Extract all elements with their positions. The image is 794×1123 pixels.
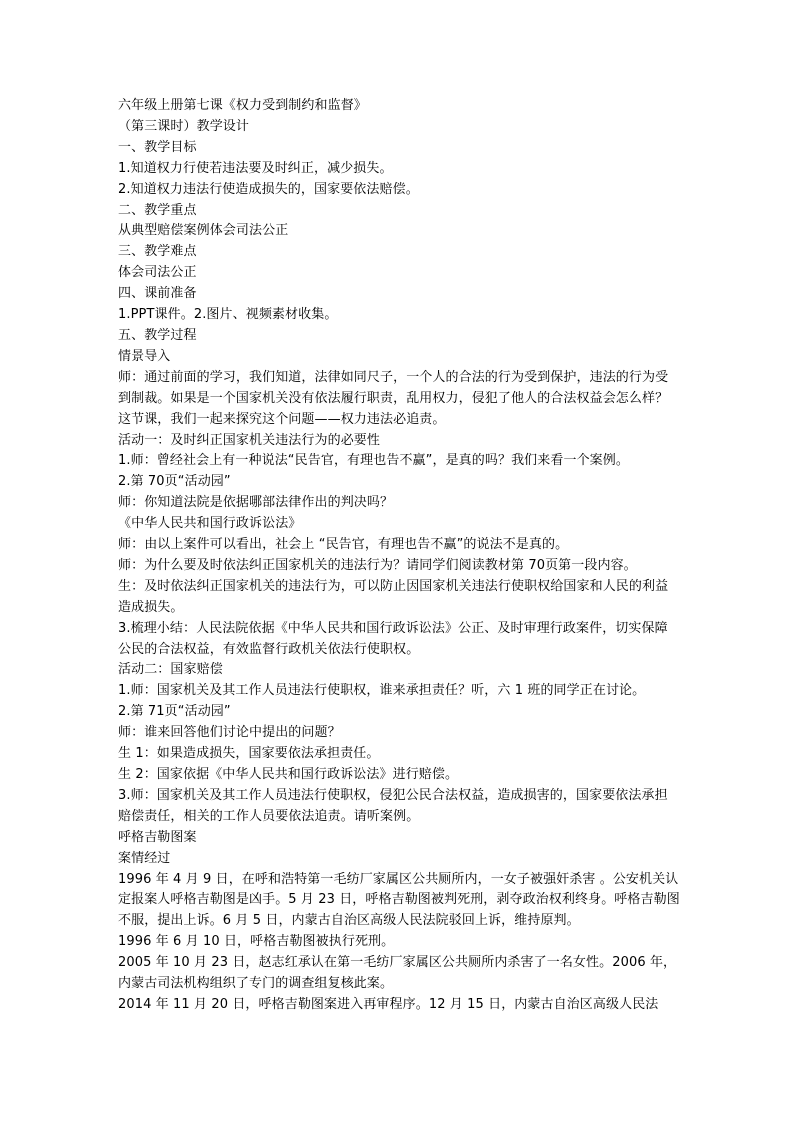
- document-body: [118, 96, 680, 1016]
- paragraph: 2014 年 11 月 20 日，呼格吉勒图案进入再审程序。12 月 15 日，内蒙古自治区高级人民法: [118, 996, 659, 1012]
- paragraph: 一、教学目标: [118, 139, 197, 155]
- paragraph: 2.第 71页“活动园”: [118, 704, 231, 720]
- paragraph: 2.知道权力违法行使造成损失的，国家要依法赔偿。: [118, 181, 419, 197]
- paragraph: 1996 年 4 月 9 日，在呼和浩特第一毛纺厂家属区公共厕所内，一女子被强奸杀害 。公安机关认定报案人呼格吉勒图是凶手。5 月 23 日，呼格吉勒图被判死刑，剥夺政治权利终身。呼格吉勒图不服，提出上诉。6 月 5 日，内蒙古自治区高级人民法院驳回上诉，维持原判。: [118, 871, 680, 929]
- paragraph: 活动二：国家赔偿: [118, 662, 223, 678]
- paragraph: 呼格吉勒图案: [118, 829, 197, 845]
- paragraph: 师：为什么要及时依法纠正国家机关的违法行为？请同学们阅读教材第 70页第一段内容。: [118, 557, 637, 573]
- paragraph: 1.师：曾经社会上有一种说法“民告官，有理也告不赢”，是真的吗？我们来看一个案例。: [118, 453, 629, 469]
- paragraph: 1.知道权力行使若违法要及时纠正，减少损失。: [118, 160, 393, 176]
- paragraph: 二、教学重点: [118, 202, 197, 218]
- paragraph: 师：通过前面的学习，我们知道，法律如同尺子，一个人的合法的行为受到保护，违法的行为受到制裁。如果是一个国家机关没有依法履行职责，乱用权力，侵犯了他人的合法权益会怎么样？这节课，我们一起来探究这个问题——权力违法必追责。: [118, 369, 669, 427]
- paragraph: 三、教学难点: [118, 244, 197, 260]
- paragraph: 生 1：如果造成损失，国家要依法承担责任。: [118, 746, 380, 762]
- paragraph: 六年级上册第七课《权力受到制约和监督》: [118, 98, 367, 113]
- paragraph: 生：及时依法纠正国家机关的违法行为，可以防止因国家机关违法行使职权给国家和人民的利益造成损失。: [118, 578, 669, 615]
- paragraph: 五、教学过程: [118, 327, 197, 343]
- paragraph: 师：谁来回答他们讨论中提出的问题？: [118, 725, 341, 741]
- paragraph: 师：你知道法院是依据哪部法律作出的判决吗？: [118, 495, 394, 511]
- paragraph: 从典型赔偿案例体会司法公正: [118, 223, 289, 239]
- paragraph: 2005 年 10 月 23 日，赵志红承认在第一毛纺厂家属区公共厕所内杀害了一名女性。2006 年，内蒙古司法机构组织了专门的调查组复核此案。: [118, 955, 677, 992]
- paragraph: 2.第 70页“活动园”: [118, 474, 231, 490]
- paragraph: 3.梳理小结：人民法院依据《中华人民共和国行政诉讼法》公正、及时审理行政案件，切实保障公民的合法权益，有效监督行政机关依法行使职权。: [118, 620, 668, 657]
- paragraph: 生 2：国家依据《中华人民共和国行政诉讼法》进行赔偿。: [118, 767, 459, 782]
- paragraph: 活动一：及时纠正国家机关违法行为的必要性: [118, 432, 381, 448]
- paragraph: 四、课前准备: [118, 286, 197, 302]
- paragraph: （第三课时）教学设计: [118, 118, 250, 134]
- paragraph: 3.师：国家机关及其工作人员违法行使职权，侵犯公民合法权益，造成损害的，国家要依法承担赔偿责任，相关的工作人员要依法追责。请听案例。: [118, 787, 668, 824]
- paragraph: 1.师：国家机关及其工作人员违法行使职权，谁来承担责任？听，六 1 班的同学正在讨论。: [118, 683, 646, 699]
- paragraph: 师：由以上案件可以看出，社会上 “民告官，有理也告不赢”的说法不是真的。: [118, 537, 569, 553]
- paragraph: 《中华人民共和国行政诉讼法》: [118, 516, 302, 532]
- paragraph: 1996 年 6 月 10 日，呼格吉勒图被执行死刑。: [118, 934, 395, 950]
- paragraph: 1.PPT课件。2.图片、视频素材收集。: [118, 307, 338, 323]
- paragraph: 体会司法公正: [118, 265, 197, 281]
- paragraph: 案情经过: [118, 850, 171, 866]
- paragraph: 情景导入: [118, 348, 171, 364]
